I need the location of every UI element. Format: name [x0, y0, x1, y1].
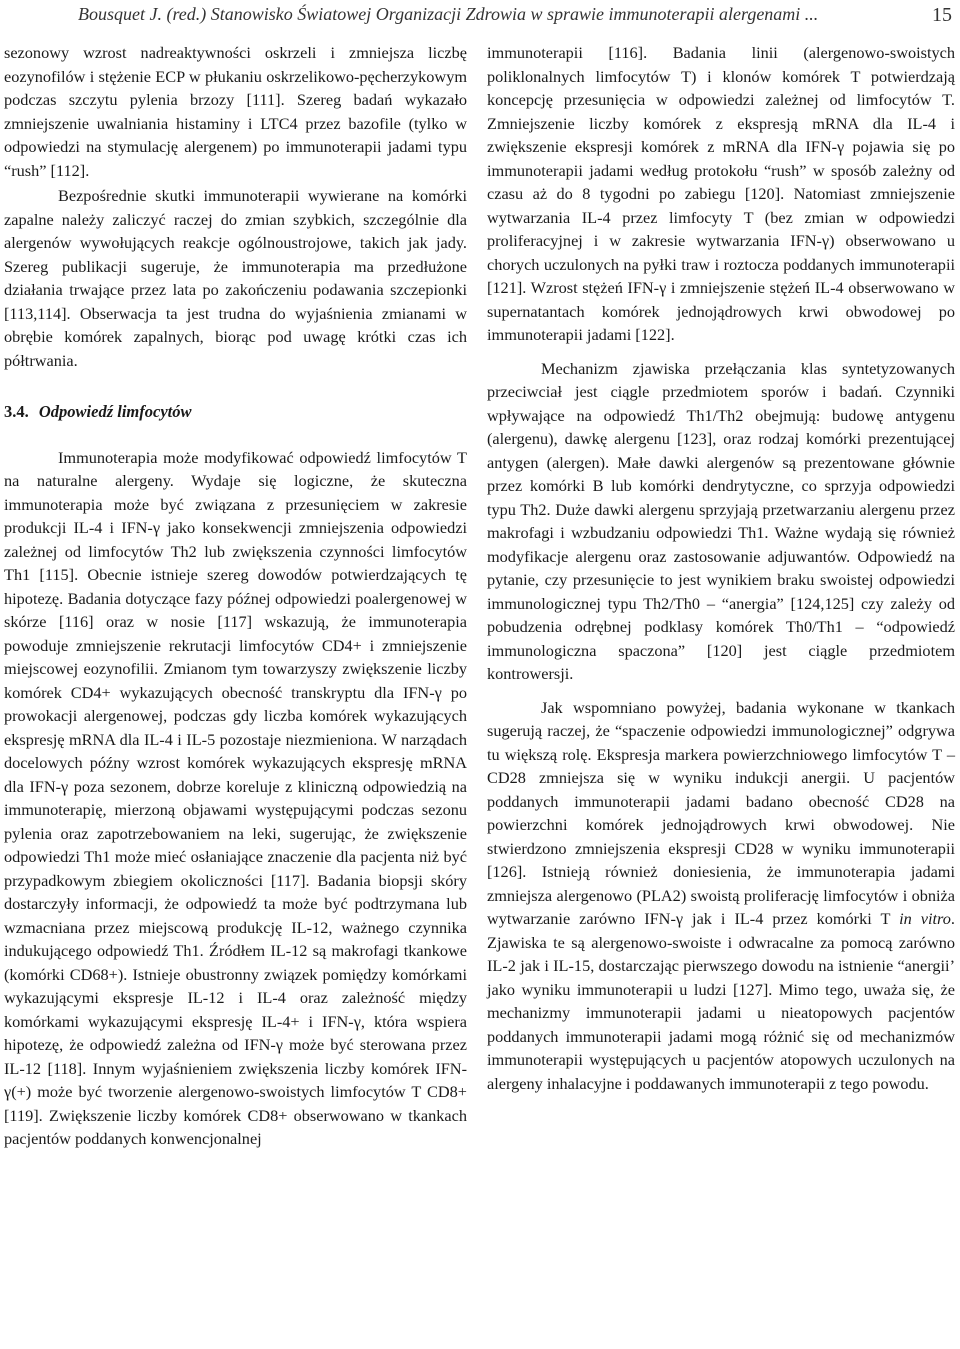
section-number: 3.4. — [4, 402, 29, 421]
right-paragraph-3-part-a: Jak wspomniano powyżej, badania wykonane w tkankach sugerują raczej, że “spaczenie odpowiedzi immunologicznej” odgrywa tu większą rolę. Ekspresja markera powierzchniowego limfocytów T – CD28 zmniejsza się w wyniku indukcji anergii. U pacjentów poddanych immunoterapii jadami badano obecność CD28 na powierzchni komórek jednojądrowych krwi obwodowej. Nie stwierdzono zmniejszenia ekspresji CD28 w wyniku immunoterapii [126]. Istnieją również doniesienia, że immunoterapia jadami zmniejsza alergenowo (PLA2) swoistą proliferację limfocytów i obniża wytwarzanie zarówno IFN-γ jak i IL-4 przez komórki T — [487, 697, 955, 928]
left-paragraph-2: Bezpośrednie skutki immunoterapii wywierane na komórki zapalne należy zaliczyć raczej do zmian szybkich, szczególnie dla alergenów wywołujących reakcje ogólnoustrojowe, takich jak jady. Szereg publikacji sugeruje, że immunoterapia ma przedłużone działania trwające przez lata po zakończeniu podawania szczepionki [113,114]. Obserwacja ta jest trudna do wyjaśnienia zmianami w obrębie komórek zapalnych, biorąc pod uwagę krótki czas ich półtrwania. — [4, 186, 467, 370]
running-title: Bousquet J. (red.) Stanowisko Światowej Organizacji Zdrowia w sprawie immunoterapii alergenami ... — [78, 4, 819, 24]
section-heading — [4, 400, 467, 424]
right-paragraph-3-part-b: . Zjawiska te są alergenowo-swoiste i odwracalne za pomocą zarówno IL-2 jak i IL-15, dostarczając pierwszego dowodu na istnienie “anergii’ jako wyniku immunoterapii u ludzi [127]. Mimo tego, uważa się, że mechanizmy immunoterapii jadami u nieatopowych pacjentów poddanych immunoterapii jadami mogą różnić się od mechanizmów immunoterapii występujących u pacjentów atopowych uczulonych na alergeny inhalacyjne i poddawanych immunoterapii z tego powodu. — [487, 909, 955, 1093]
right-column — [487, 41, 955, 1095]
running-header — [0, 2, 960, 30]
in-vitro-italic: in vitro — [899, 909, 951, 928]
page-number: 15 — [932, 4, 952, 26]
left-column — [4, 41, 467, 1151]
left-paragraph-1: sezonowy wzrost nadreaktywności oskrzeli i zmniejsza liczbę eozynofilów i stężenie ECP w płukaniu oskrzelikowo-pęcherzykowym podczas szczytu pylenia brzozy [111]. Szereg badań wykazało zmniejszenie uwalniania histaminy i LTC4 przez bazofile (tylko w odpowiedzi na stymulację alergenem) po immunoterapii jadami typu “rush” [112]. — [4, 43, 467, 180]
section-title: Odpowiedź limfocytów — [38, 402, 192, 421]
right-paragraph-1: immunoterapii [116]. Badania linii (alergenowo-swoistych poliklonalnych limfocytów T) i klonów komórek T potwierdzają koncepcję przesunięcia w odpowiedzi zależnej od limfocytów T. Zmniejszenie liczby komórek z ekspresją mRNA dla IL-4 i zwiększenie ekspresji komórek z mRNA dla IFN-γ pojawia się po immunoterapii jadami według protokołu “rush” w sposób zależny od czasu aż do 8 tygodni po zabiegu [120]. Natomiast zmniejszenie wytwarzania IL-4 przez limfocyty T (bez zmian w odpowiedzi proliferacyjnej i w zakresie wytwarzania IFN-γ) obserwowano u chorych uczulonych na pyłki traw i roztocza poddanych immunoterapii [121]. Wzrost stężeń IFN-γ i zmniejszenie stężeń IL-4 obserwowano w supernatantach komórek jednojądrowych krwi obwodowej po immunoterapii jadami [122]. — [487, 43, 955, 344]
left-paragraph-3: Immunoterapia może modyfikować odpowiedź limfocytów T na naturalne alergeny. Wydaje się logiczne, że skuteczna immunoterapia może być związana z przesunięciem w zakresie produkcji IL-4 i IFN-γ jako konsekwencji zmniejszenia odpowiedzi zależnej od limfocytów Th2 lub zwiększenia czynności limfocytów Th1 [115]. Obecnie istnieje szereg dowodów potwierdzających tę hipotezę. Badania dotyczące fazy późnej odpowiedzi poalergenowej w skórze [116] oraz w nosie [117] wskazują, że immunoterapia powoduje zmniejszenie rekrutacji limfocytów CD4+ i zmniejszenie miejscowej eozynofilii. Zmianom tym towarzyszy zwiększenie liczby komórek CD4+ wykazujących obecność transkryptu dla IFN-γ po prowokacji alergenowej, podczas gdy liczba komórek wykazujących ekspresję mRNA dla IL-4 i IL-5 pozostaje niezmieniona. W narządach docelowych późny wzrost komórek wykazujących ekspresję mRNA dla IFN-γ poza sezonem, dobrze koreluje z kliniczną odpowiedzią na immunoterapię, mierzoną objawami występującymi podczas sezonu pylenia oraz zapotrzebowaniem na leki, sugerując, że zwiększenie odpowiedzi Th1 może mieć osłaniające znaczenie dla pacjenta niż być przypadkowym zbiegiem okoliczności [117]. Badania biopsji skóry dostarczyły informacji, że odpowiedź ta może być podtrzymana lub wzmacniana przez miejscową produkcję IL-12, ważnego czynnika indukującego odpowiedź Th1. Źródłem IL-12 są makrofagi tkankowe (komórki CD68+). Istnieje obustronny związek pomiędzy komórkami wykazującymi ekspresje IL-12 i IL-4 oraz zależność między komórkami wykazującymi ekspresję IL-4+ i IFN-γ, która wspiera hipotezę, że odpowiedź zależna od IFN-γ może być sterowana przez IL-12 [118]. Innym wyjaśnieniem zwiększenia liczby komórek IFN-γ(+) może być tworzenie alergenowo-swoistych limfocytów T CD8+ [119]. Zwiększenie liczby komórek CD8+ obserwowano w tkankach pacjentów poddanych konwencjonalnej — [4, 447, 467, 1148]
right-paragraph-2: Mechanizm zjawiska przełączania klas syntetyzowanych przeciwciał jest ciągle przedmiotem sporów i badań. Czynniki wpływające na odpowiedź Th1/Th2 obejmują: budowę antygenu (alergenu), dawkę alergenu [123], oraz rodzaj komórki prezentującej antygen (alergen). Małe dawki alergenów są prezentowane głównie przez komórki B lub komórki dendrytyczne, co sprzyja odpowiedzi typu Th2. Duże dawki alergenu sprzyjają przetwarzaniu alergenu przez makrofagi i wzbudzaniu odpowiedzi Th1. Ważne wydają się również modyfikacje alergenu oraz zastosowanie adjuwantów. Odpowiedź na pytanie, czy przesunięcie to jest wynikiem braku swoistej odpowiedzi immunologicznej typu Th2/Th0 – “anergia” [124,125] czy zależy od pobudzenia odrębnej podklasy komórek Th0/Th1 – “odpowiedź immunologiczna spaczona” [120] jest ciągle przedmiotem kontrowersji. — [487, 358, 955, 683]
right-paragraph-3 — [487, 696, 955, 1096]
